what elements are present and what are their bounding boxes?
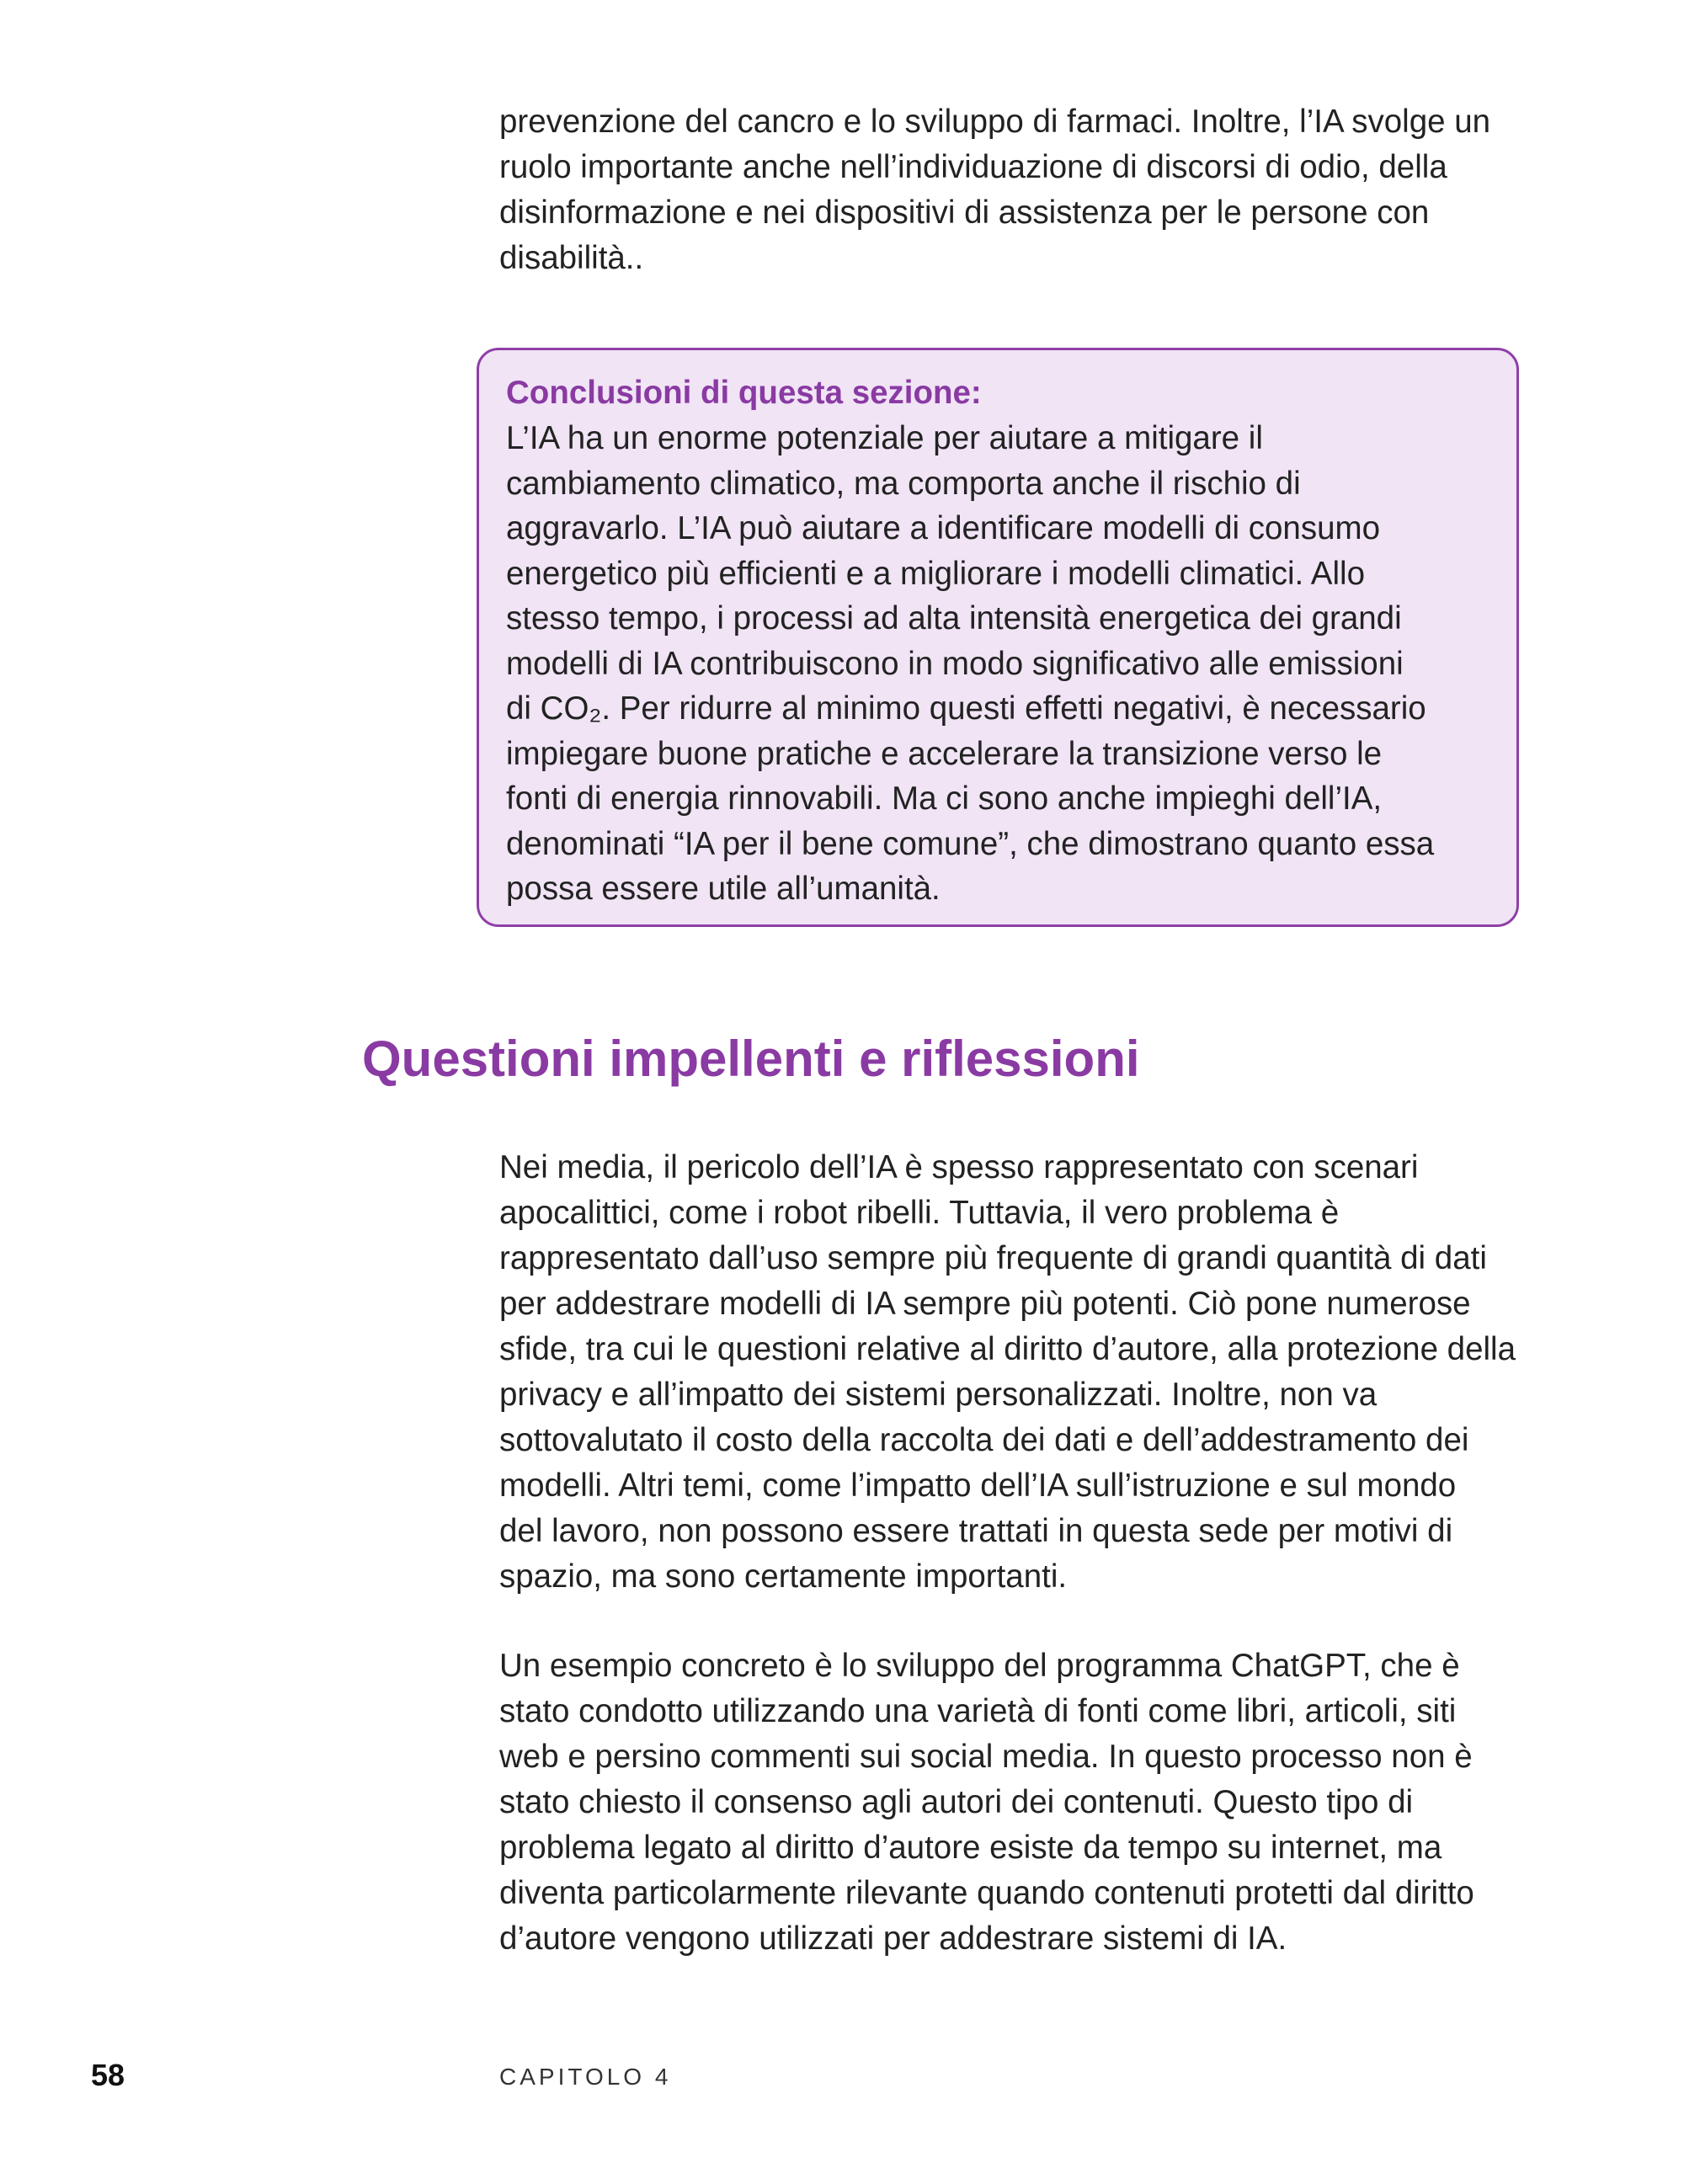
- page-number: 58: [91, 2058, 125, 2092]
- intro-paragraph: [499, 99, 1552, 281]
- callout-line: possa essere utile all’umanità.: [506, 871, 941, 907]
- callout-line: stesso tempo, i processi ad alta intensità energetica dei grandi: [506, 600, 1402, 637]
- callout-line: impiegare buone pratiche e accelerare la transizione verso le: [506, 735, 1383, 772]
- paragraph-line: sottovalutato il costo della raccolta dei dati e dell’addestramento dei: [499, 1422, 1469, 1458]
- paragraph-line: Un esempio concreto è lo sviluppo del programma ChatGPT, che è: [499, 1648, 1460, 1684]
- paragraph-line: privacy e all’impatto dei sistemi personalizzati. Inoltre, non va: [499, 1377, 1378, 1413]
- section-conclusion-callout: [477, 348, 1519, 927]
- paragraph-line: sfide, tra cui le questioni relative al diritto d’autore, alla protezione della: [499, 1331, 1516, 1367]
- callout-line: cambiamento climatico, ma comporta anche il rischio di: [506, 465, 1301, 502]
- paragraph-line: apocalittici, come i robot ribelli. Tuttavia, il vero problema è: [499, 1195, 1340, 1231]
- callout-line: L’IA ha un enorme potenziale per aiutare a mitigare il: [506, 420, 1263, 456]
- callout-line: di CO₂. Per ridurre al minimo questi effetti negativi, è necessario: [506, 690, 1426, 727]
- callout-body: [506, 416, 1491, 912]
- callout-line: fonti di energia rinnovabili. Ma ci sono anche impieghi dell’IA,: [506, 780, 1383, 817]
- intro-line: disinformazione e nei dispositivi di assistenza per le persone con: [499, 194, 1430, 231]
- paragraph-line: stato condotto utilizzando una varietà di fonti come libri, articoli, siti: [499, 1693, 1457, 1729]
- paragraph-line: problema legato al diritto d’autore esiste da tempo su internet, ma: [499, 1830, 1442, 1866]
- callout-line: denominati “IA per il bene comune”, che dimostrano quanto essa: [506, 825, 1435, 862]
- paragraph-line: spazio, ma sono certamente importanti.: [499, 1558, 1068, 1595]
- paragraph-line: Nei media, il pericolo dell’IA è spesso rappresentato con scenari: [499, 1149, 1419, 1185]
- callout-line: modelli di IA contribuiscono in modo significativo alle emissioni: [506, 645, 1404, 682]
- callout-line: aggravarlo. L’IA può aiutare a identificare modelli di consumo: [506, 510, 1380, 546]
- section-heading: Questioni impellenti e riflessioni: [362, 1031, 1140, 1087]
- intro-line: prevenzione del cancro e lo sviluppo di farmaci. Inoltre, l’IA svolge un: [499, 104, 1491, 140]
- section-paragraph-2: [499, 1643, 1552, 1962]
- paragraph-line: modelli. Altri temi, come l’impatto dell’IA sull’istruzione e sul mondo: [499, 1468, 1457, 1504]
- chapter-label: CAPITOLO 4: [499, 2064, 672, 2090]
- callout-title: Conclusioni di questa sezione:: [506, 375, 982, 411]
- paragraph-line: del lavoro, non possono essere trattati in questa sede per motivi di: [499, 1513, 1453, 1549]
- paragraph-line: per addestrare modelli di IA sempre più potenti. Ciò pone numerose: [499, 1286, 1471, 1322]
- paragraph-line: d’autore vengono utilizzati per addestrare sistemi di IA.: [499, 1920, 1287, 1957]
- intro-line: ruolo importante anche nell’individuazione di discorsi di odio, della: [499, 149, 1447, 185]
- section-paragraph-1: [499, 1145, 1552, 1600]
- paragraph-line: stato chiesto il consenso agli autori dei contenuti. Questo tipo di: [499, 1784, 1414, 1820]
- callout-line: energetico più efficienti e a migliorare i modelli climatici. Allo: [506, 555, 1366, 592]
- intro-line: disabilità..: [499, 240, 644, 276]
- paragraph-line: diventa particolarmente rilevante quando contenuti protetti dal diritto: [499, 1875, 1474, 1911]
- paragraph-line: rappresentato dall’uso sempre più frequente di grandi quantità di dati: [499, 1240, 1487, 1276]
- paragraph-line: web e persino commenti sui social media. In questo processo non è: [499, 1739, 1473, 1775]
